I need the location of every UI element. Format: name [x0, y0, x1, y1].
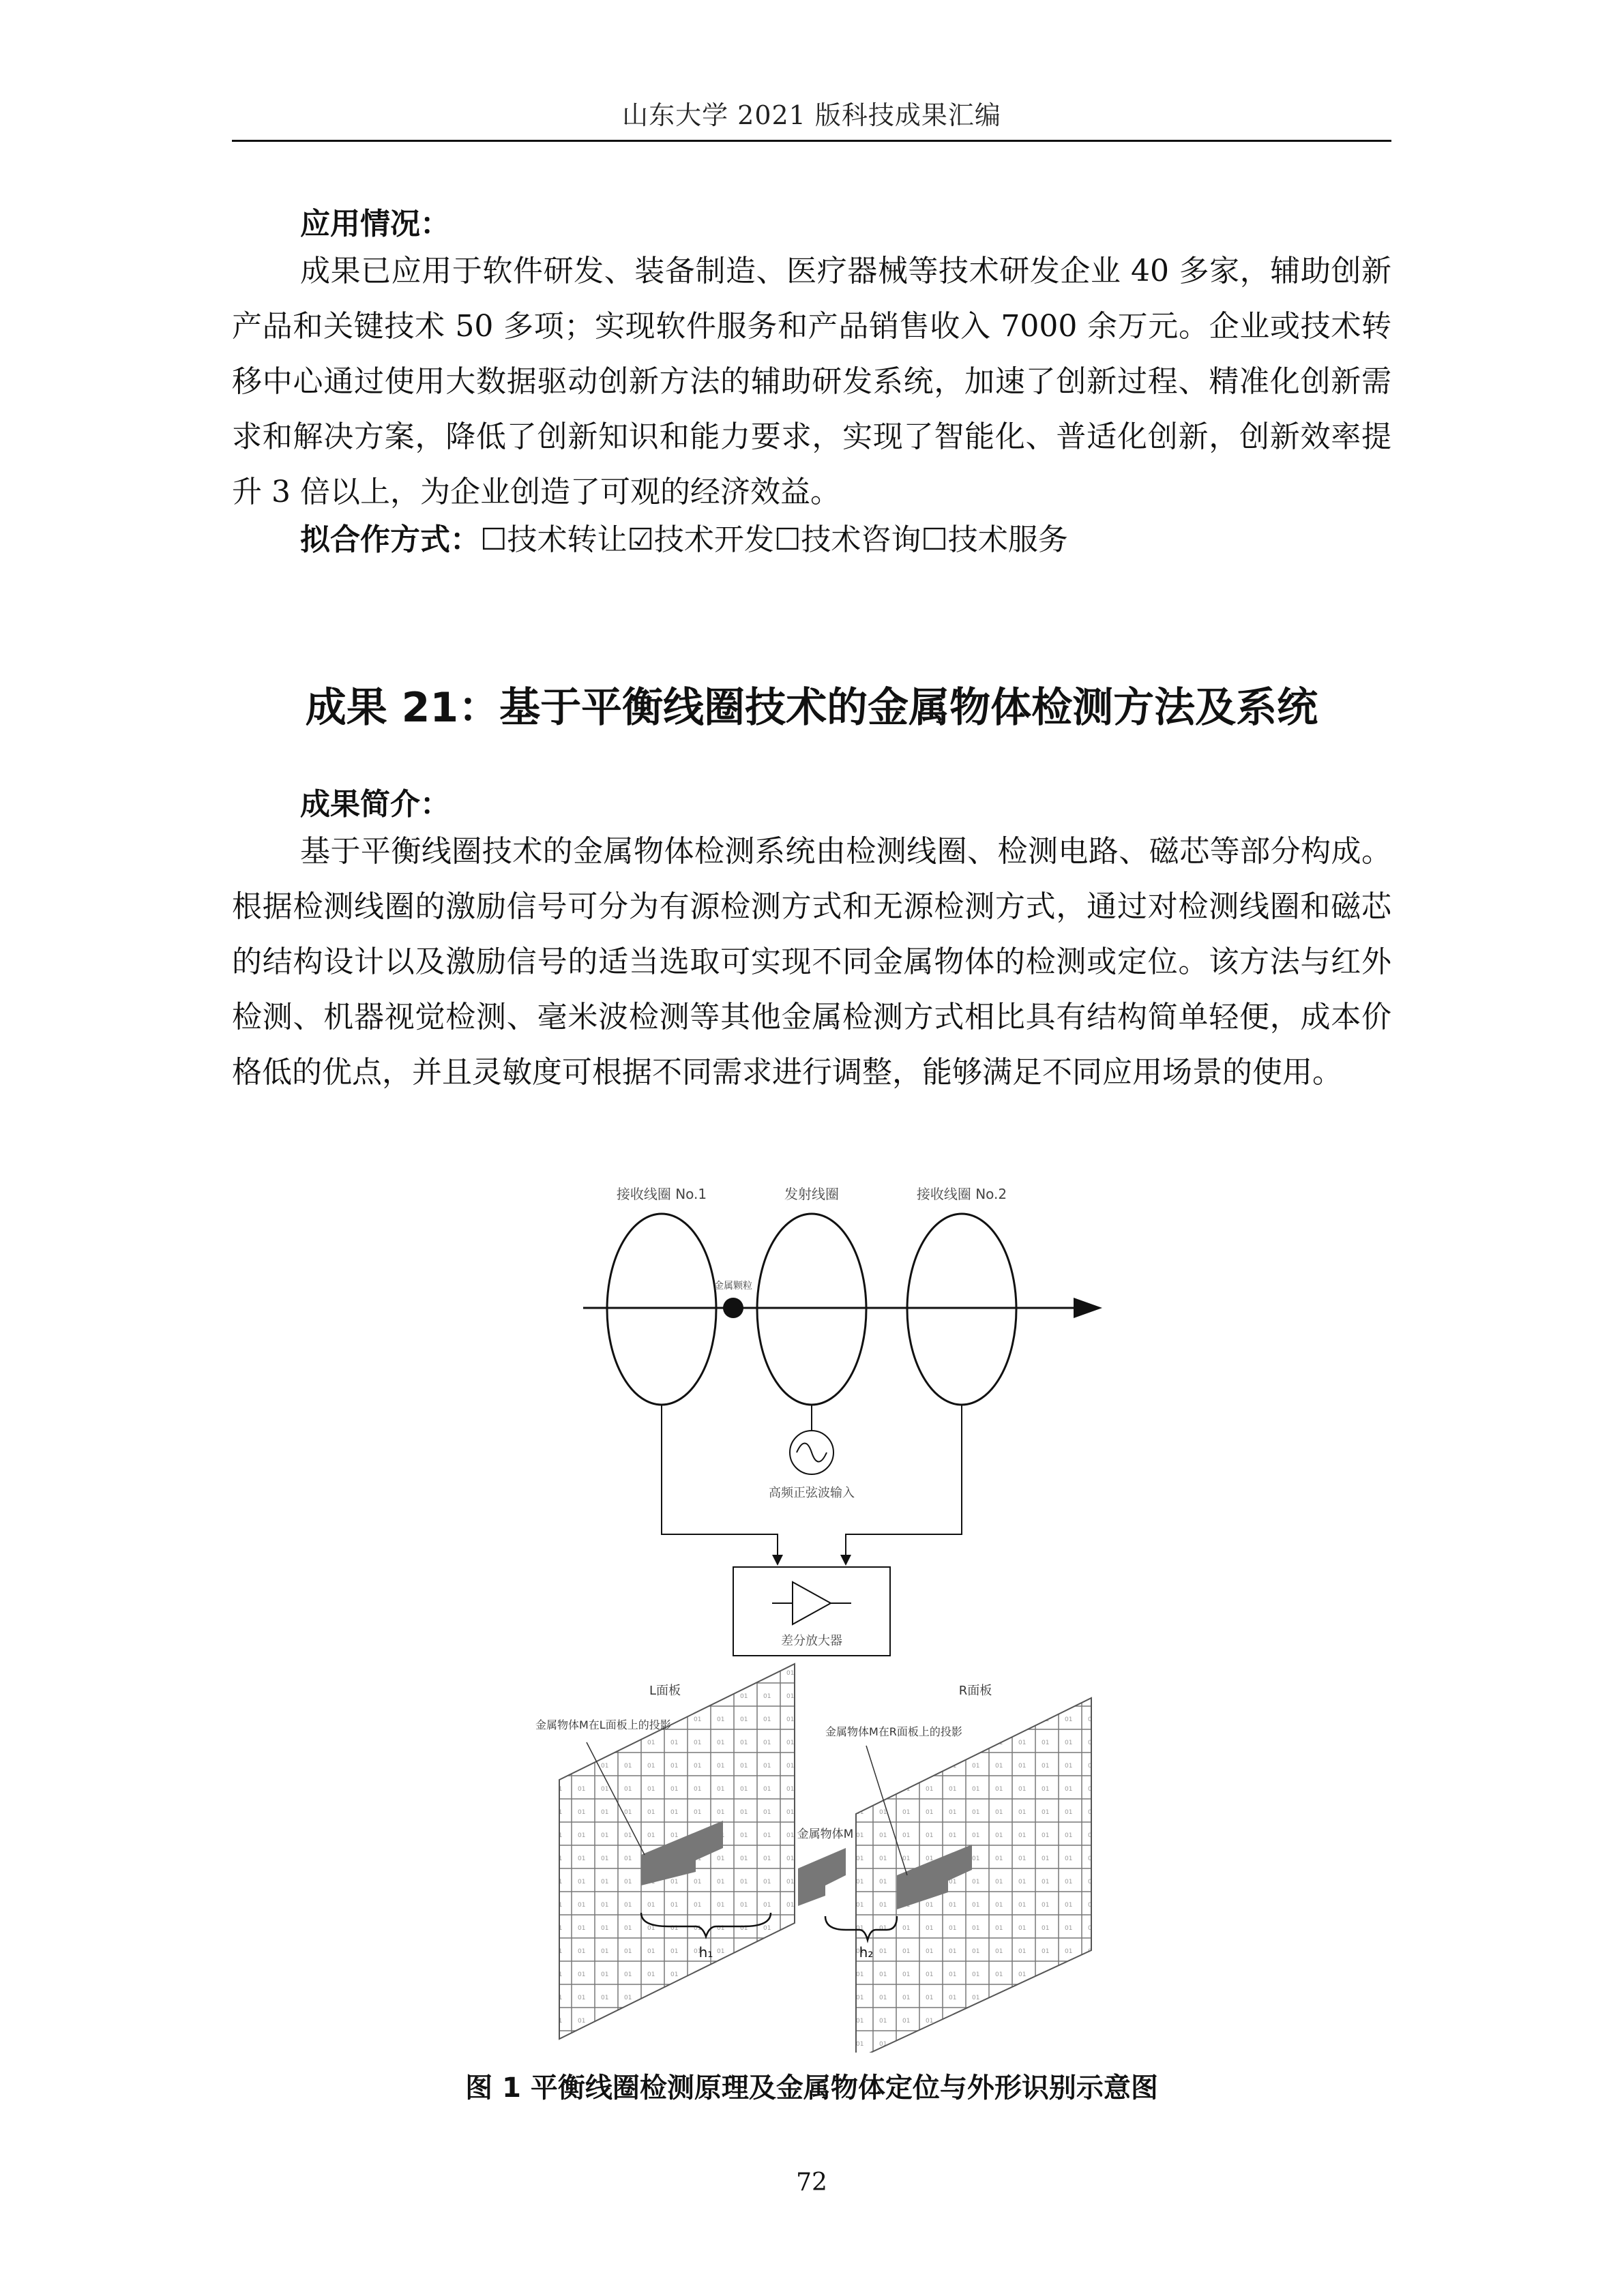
figure	[525, 1173, 1125, 2053]
figure-caption: 图 1 平衡线圈检测原理及金属物体定位与外形识别示意图	[465, 2072, 1158, 2104]
cooperation-line	[300, 515, 1068, 558]
metal-sphere-label: 金属颗粒	[714, 1281, 752, 1292]
application-label: 应用情况：	[300, 207, 450, 241]
r-projection-label: 金属物体M在R面板上的投影	[825, 1725, 962, 1738]
rx1-arrowhead	[772, 1555, 783, 1566]
coil-rx1-label: 接收线圈 No.1	[616, 1186, 707, 1202]
rx1-lead	[662, 1405, 778, 1563]
coil-tx-label: 发射线圈	[784, 1186, 839, 1202]
application-paragraph	[232, 243, 1391, 520]
receive-coil-1	[607, 1214, 716, 1405]
section-title: 成果 21：基于平衡线圈技术的金属物体检测方法及系统	[305, 684, 1318, 732]
figure-diagram	[525, 1173, 1125, 2053]
rx2-lead	[846, 1405, 962, 1563]
h2-label: h₂	[859, 1944, 874, 1960]
transmit-coil	[757, 1214, 866, 1405]
metal-sphere	[723, 1298, 743, 1318]
object-m-label: 金属物体M	[797, 1828, 854, 1841]
intro-text: 基于平衡线圈技术的金属物体检测系统由检测线圈、检测电路、磁芯等部分构成。根据检测线圈的激励信号可分为有源检测方式和无源检测方式，通过对检测线圈和磁芯的结构设计以及激励信号的适当选取可实现不同金属物体的检测或定位。该方法与红外检测、机器视觉检测、毫米波检测等其他金属检测方式相比具有结构简单轻便，成本价格低的优点，并且灵敏度可根据不同需求进行调整，能够满足不同应用场景的使用。	[232, 834, 1391, 1090]
r-panel-grid	[856, 1698, 1091, 2053]
page-number: 72	[796, 2168, 827, 2196]
cooperation-label: 拟合作方式：	[300, 522, 480, 557]
cooperation-options: ☐技术转让☑技术开发☐技术咨询☐技术服务	[480, 522, 1068, 557]
rx2-arrowhead	[840, 1555, 851, 1566]
intro-label: 成果简介：	[300, 787, 450, 822]
coil-rx2-label: 接收线圈 No.2	[916, 1186, 1007, 1202]
header-rule	[232, 140, 1391, 142]
h1-label: h₁	[698, 1944, 713, 1960]
running-header: 山东大学 2021 版科技成果汇编	[622, 100, 1001, 130]
amplifier-label: 差分放大器	[781, 1634, 842, 1648]
sine-input-label: 高频正弦波输入	[769, 1486, 855, 1500]
l-projection-label: 金属物体M在L面板上的投影	[535, 1718, 671, 1731]
l-panel-label: L面板	[649, 1684, 681, 1698]
r-panel-label: R面板	[958, 1684, 992, 1698]
application-text: 成果已应用于软件研发、装备制造、医疗器械等技术研发企业 40 多家，辅助创新产品和关键技术 50 多项；实现软件服务和产品销售收入 7000 余万元。企业或技术转移中心通过使用大数据驱动创新方法的辅助研发系统，加速了创新过程、精准化创新需求和解决方案，降低了创新知识和能力要求，实现了智能化、普适化创新，创新效率提升 3 倍以上，为企业创造了可观的经济效益。	[232, 254, 1391, 509]
intro-paragraph	[232, 824, 1391, 1100]
receive-coil-2	[907, 1214, 1016, 1405]
object-m-shape	[798, 1848, 846, 1906]
